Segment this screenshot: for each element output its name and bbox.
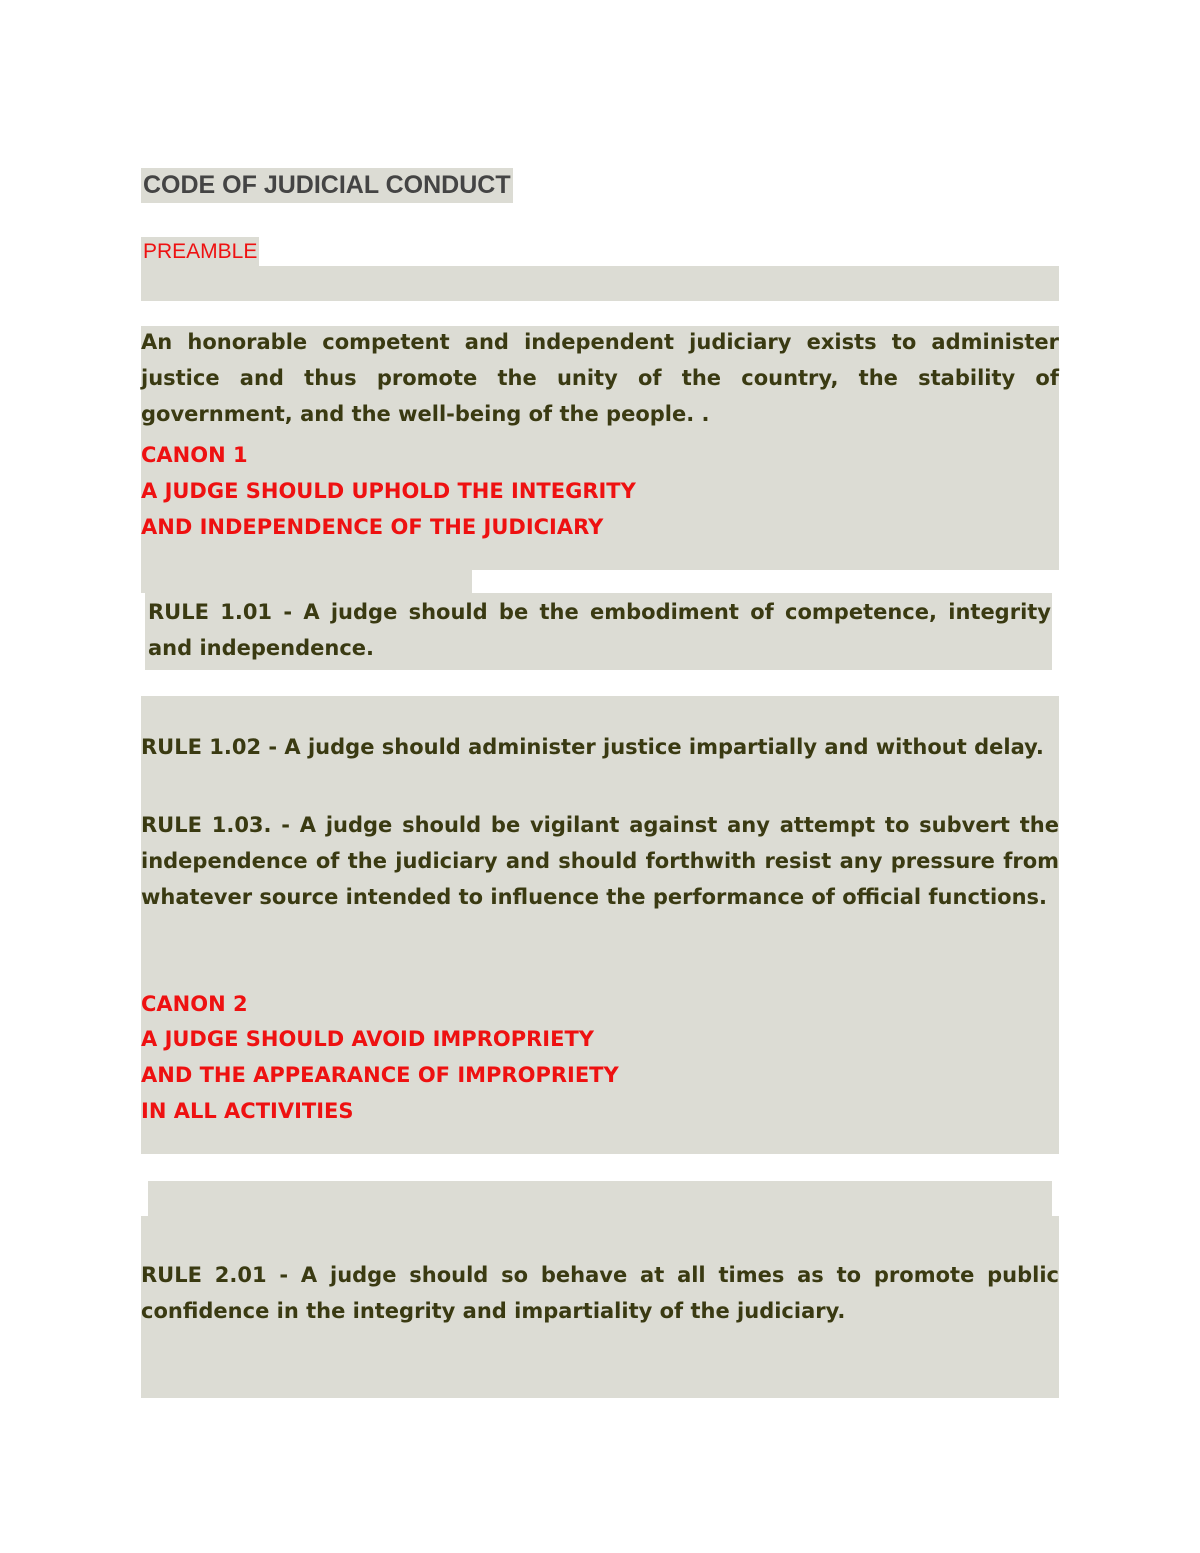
canon-2-title-line3: IN ALL ACTIVITIES <box>141 1099 354 1123</box>
preamble-heading: PREAMBLE <box>141 237 259 266</box>
rule-1-01: RULE 1.01 - A judge should be the embodiment of competence, integrity and independence. <box>148 600 1051 660</box>
canon-2-title-line1: A JUDGE SHOULD AVOID IMPROPRIETY <box>141 1027 594 1051</box>
canon-1-label: CANON 1 <box>141 443 248 467</box>
preamble-text: An honorable competent and independent judiciary exists to administer justice and thus promote the unity of the country, the stability of government, and the well-being of the people. . <box>141 330 1059 426</box>
document-title: CODE OF JUDICIAL CONDUCT <box>141 168 513 203</box>
canon-2-title-line2: AND THE APPEARANCE OF IMPROPRIETY <box>141 1063 619 1087</box>
highlight-block-preamble <box>141 266 1059 301</box>
rule-1-03: RULE 1.03. - A judge should be vigilant against any attempt to subvert the independence of the judiciary and should forthwith resist any pressure from whatever source intended to influence the performance of official functions. <box>141 813 1059 909</box>
rule-2-01: RULE 2.01 - A judge should so behave at all times as to promote public confidence in the integrity and impartiality of the judiciary. <box>141 1263 1059 1323</box>
canon-1-title-line1: A JUDGE SHOULD UPHOLD THE INTEGRITY <box>141 479 636 503</box>
highlight-block-canon1-tail <box>141 569 472 593</box>
canon-2-label: CANON 2 <box>141 992 248 1016</box>
canon-1-title-line2: AND INDEPENDENCE OF THE JUDICIARY <box>141 515 604 539</box>
highlight-block-spacer <box>148 1181 1052 1219</box>
rule-1-02: RULE 1.02 - A judge should administer justice impartially and without delay. <box>141 735 1044 759</box>
